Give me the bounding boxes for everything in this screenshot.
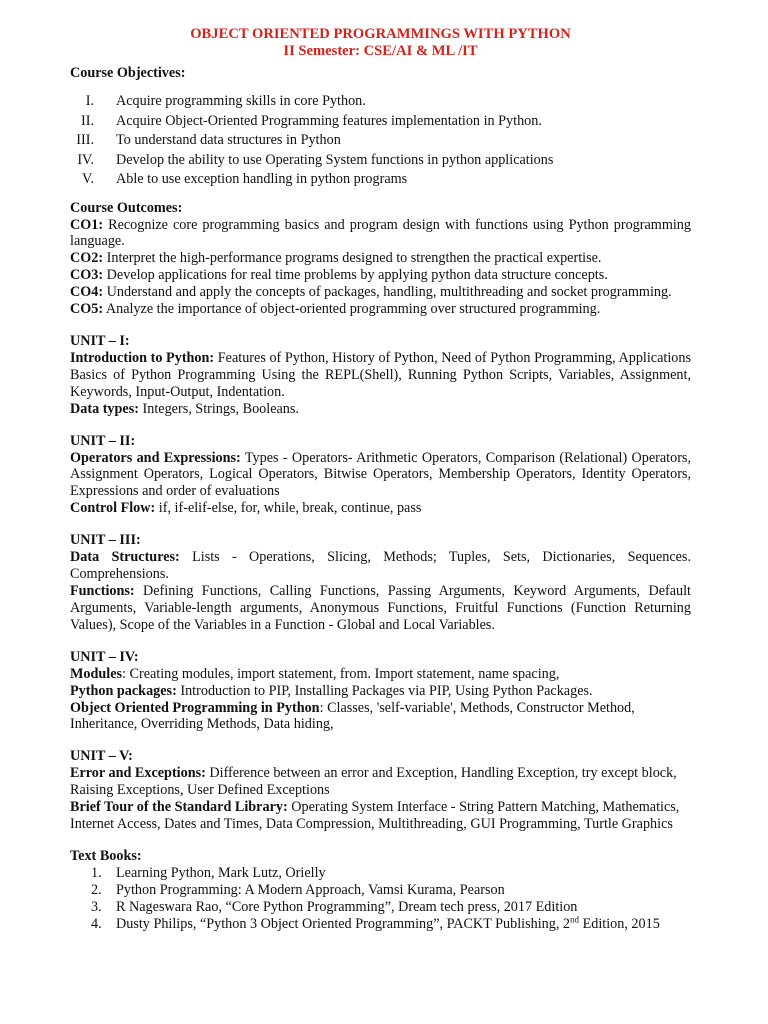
unit-paragraph bbox=[70, 500, 691, 517]
list-text: To understand data structures in Python bbox=[116, 132, 341, 148]
topic-text: Features of Python, History of Python, Need of Python Programming, Applications Basics of Python Programming Using the REPL(Shell), Running Python Scripts, Variables, Assignment, Keywords, Input-Output, Indentation. bbox=[70, 349, 691, 400]
list-text-tail: Edition, 2015 bbox=[579, 915, 660, 932]
topic-label: Control Flow: bbox=[70, 500, 156, 517]
topic-text: Lists - Operations, Slicing, Methods; Tuples, Sets, Dictionaries, Sequences. Comprehensions. bbox=[70, 549, 691, 583]
topic-text: Operating System Interface - String Pattern Matching, Mathematics, Internet Access, Dates and Times, Data Compression, Multithreading, GUI Programming, Turtle Graphics bbox=[70, 799, 680, 833]
unit-paragraph bbox=[70, 799, 691, 833]
list-number: 2. bbox=[91, 881, 102, 898]
superscript: nd bbox=[570, 913, 580, 924]
list-item bbox=[70, 112, 691, 132]
topic-text: : Classes, 'self-variable', Methods, Constructor Method, Inheritance, Overriding Methods, Data hiding, bbox=[70, 699, 635, 733]
outcomes-heading: Course Outcomes: bbox=[70, 199, 183, 216]
topic-label: Introduction to Python: bbox=[70, 349, 215, 366]
list-text: R Nageswara Rao, “Core Python Programming”, Dream tech press, 2017 Edition bbox=[116, 898, 578, 915]
document-title: OBJECT ORIENTED PROGRAMMINGS WITH PYTHON bbox=[190, 26, 571, 42]
list-number: 3. bbox=[91, 898, 102, 915]
unit-2-heading: UNIT – II: bbox=[70, 432, 136, 449]
topic-label: Operators and Expressions: bbox=[70, 449, 241, 466]
list-text: Acquire Object-Oriented Programming features implementation in Python. bbox=[116, 112, 542, 129]
outcome-item bbox=[70, 217, 691, 251]
topic-label: Data Structures: bbox=[70, 549, 180, 566]
outcome-text: Develop applications for real time problems by applying python data structure concepts. bbox=[103, 267, 608, 284]
topic-text: Defining Functions, Calling Functions, Passing Arguments, Keyword Arguments, Default Arguments, Variable-length arguments, Anonymous Functions, Fruitful Functions (Function Returning Values), Scope of the Variables in a Function - Global and Local Variables. bbox=[70, 583, 691, 633]
topic-label: Brief Tour of the Standard Library: bbox=[70, 799, 288, 816]
unit-paragraph bbox=[70, 583, 691, 634]
list-number: III. bbox=[76, 132, 94, 148]
list-item bbox=[70, 131, 691, 151]
topic-text: Types - Operators- Arithmetic Operators, Comparison (Relational) Operators, Assignment Operators, Logical Operators, Bitwise Operators, Membership Operators, Identity Operators, Expressions and order of evaluations bbox=[70, 449, 691, 500]
outcome-code: CO5: bbox=[70, 301, 104, 318]
outcome-code: CO1: bbox=[70, 216, 104, 233]
list-number: V. bbox=[82, 171, 94, 187]
outcome-text: Interpret the high-performance programs designed to strengthen the practical expertise. bbox=[103, 250, 602, 267]
list-item bbox=[70, 899, 691, 916]
objectives-heading: Course Objectives: bbox=[70, 65, 186, 81]
unit-paragraph bbox=[70, 401, 691, 418]
topic-text: Integers, Strings, Booleans. bbox=[138, 400, 299, 417]
document-subtitle: II Semester: CSE/AI & ML /IT bbox=[283, 43, 478, 59]
outcome-item bbox=[70, 267, 691, 284]
unit-paragraph bbox=[70, 549, 691, 583]
unit-paragraph bbox=[70, 765, 691, 799]
syllabus-page bbox=[70, 26, 691, 933]
list-text: Acquire programming skills in core Python. bbox=[116, 93, 366, 109]
unit-5-heading: UNIT – V: bbox=[70, 748, 133, 765]
list-number: II. bbox=[81, 112, 94, 129]
list-item bbox=[70, 913, 691, 933]
textbooks-heading: Text Books: bbox=[70, 847, 142, 864]
unit-paragraph bbox=[70, 683, 691, 700]
unit-1-heading: UNIT – I: bbox=[70, 332, 130, 349]
outcome-item bbox=[70, 250, 691, 267]
list-text: Able to use exception handling in python programs bbox=[116, 171, 408, 187]
outcome-text: Understand and apply the concepts of packages, handling, multithreading and socket programming. bbox=[103, 284, 672, 301]
unit-paragraph bbox=[70, 666, 691, 683]
list-item bbox=[70, 151, 691, 171]
list-text: Develop the ability to use Operating System functions in python applications bbox=[116, 151, 554, 168]
outcome-item bbox=[70, 301, 691, 318]
list-number: 1. bbox=[91, 864, 102, 881]
outcome-item bbox=[70, 284, 691, 301]
unit-paragraph bbox=[70, 350, 691, 401]
list-item bbox=[70, 92, 691, 112]
unit-paragraph bbox=[70, 700, 691, 734]
topic-label: Python packages: bbox=[70, 682, 177, 699]
topic-label: Functions: bbox=[70, 583, 135, 599]
list-text: Dusty Philips, “Python 3 Object Oriented Programming”, PACKT Publishing, 2 bbox=[116, 915, 571, 932]
topic-text: if, if-elif-else, for, while, break, continue, pass bbox=[155, 500, 422, 517]
outcome-code: CO4: bbox=[70, 284, 104, 301]
topic-label: Error and Exceptions: bbox=[70, 765, 206, 782]
list-item bbox=[70, 170, 691, 190]
unit-paragraph bbox=[70, 450, 691, 501]
list-item bbox=[70, 865, 691, 882]
list-text: Learning Python, Mark Lutz, Orielly bbox=[116, 864, 326, 881]
outcome-code: CO2: bbox=[70, 250, 104, 267]
topic-label: Modules bbox=[70, 665, 123, 682]
unit-3-heading: UNIT – III: bbox=[70, 532, 141, 549]
topic-text: Introduction to PIP, Installing Packages via PIP, Using Python Packages. bbox=[176, 682, 593, 699]
list-item bbox=[70, 882, 691, 899]
unit-4-heading: UNIT – IV: bbox=[70, 648, 139, 665]
outcome-code: CO3: bbox=[70, 267, 104, 284]
objectives-list bbox=[70, 92, 691, 190]
list-number: I. bbox=[85, 93, 94, 109]
list-number: IV. bbox=[77, 151, 94, 168]
outcome-text: Analyze the importance of object-oriented programming over structured programming. bbox=[103, 301, 601, 318]
topic-label: Object Oriented Programming in Python bbox=[70, 699, 320, 716]
list-text: Python Programming: A Modern Approach, Vamsi Kurama, Pearson bbox=[116, 881, 505, 898]
topic-label: Data types: bbox=[70, 400, 139, 417]
topic-text: : Creating modules, import statement, from. Import statement, name spacing, bbox=[122, 665, 560, 682]
outcome-text: Recognize core programming basics and program design with functions using Python programming language. bbox=[70, 216, 691, 250]
list-number: 4. bbox=[91, 915, 102, 932]
topic-text: Difference between an error and Exception, Handling Exception, try except block, Raising Exceptions, User Defined Exceptions bbox=[70, 765, 677, 799]
